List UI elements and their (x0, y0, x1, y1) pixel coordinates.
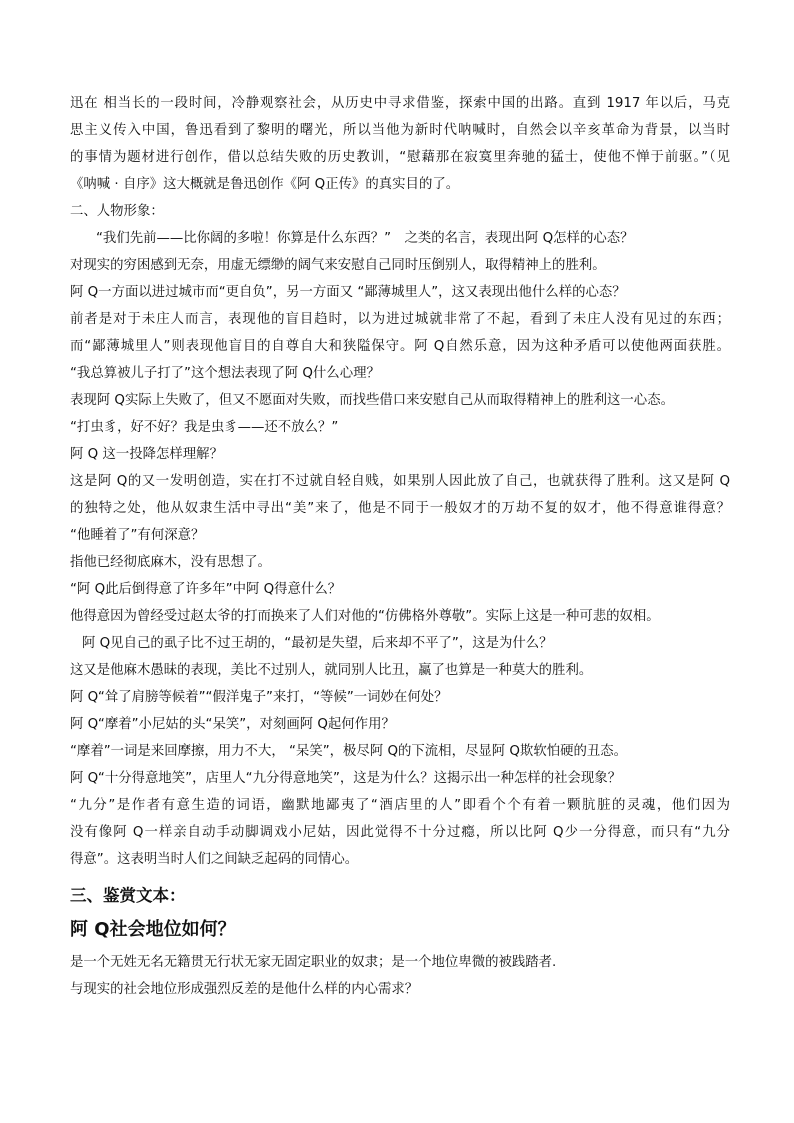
answer-line: 这又是他麻木愚昧的表现，美比不过别人，就同别人比丑，赢了也算是一种莫大的胜利。 (70, 663, 593, 678)
text-line: 《呐喊 · 自序》这大概就是鲁迅创作《阿 Q正传》的真实目的了。 (70, 177, 460, 192)
question-line: 阿 Q一方面以进过城市而“更自负”，另一方面又 “鄙薄城里人”，这又表现出他什么样的心态？ (70, 285, 626, 300)
answer-line: “摩着”一词是来回摩擦，用力不大， “呆笑”，极尽阿 Q的下流相，尽显阿 Q欺软怕硬的丑态。 (70, 744, 628, 759)
question-line: “我总算被儿子打了”这个想法表现了阿 Q什么心理？ (70, 366, 380, 381)
question-line: “他睡着了”有何深意？ (70, 528, 205, 543)
section-heading-characters: 二、人物形象： (70, 204, 164, 219)
question-line: 阿 Q“十分得意地笑”，店里人“九分得意地笑”，这是为什么？这揭示出一种怎样的社会现象？ (70, 771, 622, 786)
text-line: 的事情为题材进行创作，借以总结失败的历史教训，“慰藉那在寂寞里奔驰的猛士，使他不惮于前驱。”（见 (70, 150, 730, 165)
character-analysis (70, 225, 730, 873)
answer-line: 对现实的穷困感到无奈，用虚无缥缈的阔气来安慰自己同时压倒别人，取得精神上的胜利。 (70, 258, 606, 273)
intro-paragraph (70, 90, 730, 198)
text-line: 思主义传入中国，鲁迅看到了黎明的曙光，所以当他为新时代呐喊时，自然会以辛亥革命为背景，以当时 (70, 123, 730, 138)
answer-line: 他得意因为曾经受过赵太爷的打而换来了人们对他的“仿佛格外尊敬”。实际上这是一种可悲的奴相。 (70, 609, 660, 624)
answer-line: “九分”是作者有意生造的词语，幽默地鄙夷了“酒店里的人”即看个个有着一颗肮脏的灵魂，他们因为 (70, 798, 730, 813)
final-paragraph (70, 949, 730, 1003)
section-heading-appreciation: 三、鉴赏文本： (70, 886, 186, 905)
answer-line: 表现阿 Q实际上失败了，但又不愿面对失败，而找些借口来安慰自己从而取得精神上的胜利这一心态。 (70, 393, 674, 408)
question-line: 阿 Q见自己的虱子比不过王胡的，“最初是失望，后来却不平了”，这是为什么？ (82, 636, 553, 651)
answer-line: 没有像阿 Q一样亲自动手动脚调戏小尼姑，因此觉得不十分过瘾，所以比阿 Q少一分得意，而只有“九分 (70, 825, 730, 840)
answer-line: 得意”。这表明当时人们之间缺乏起码的同情心。 (70, 852, 359, 867)
question-line: “阿 Q此后倒得意了许多年”中阿 Q得意什么？ (70, 582, 342, 597)
answer-line: 指他已经彻底麻木，没有思想了。 (70, 555, 271, 570)
answer-line: 前者是对于未庄人而言，表现他的盲目趋时，以为进过城就非常了不起，看到了未庄人没有见过的东西； (70, 312, 730, 327)
question-line: 阿 Q 这一投降怎样理解？ (70, 447, 223, 462)
answer-line: 的独特之处，他从奴隶生活中寻出“美”来了，他是不同于一般奴才的万劫不复的奴才，他不得意谁得意？ (70, 501, 730, 516)
document-page (70, 90, 730, 1003)
answer-line: 这是阿 Q的又一发明创造，实在打不过就自轻自贱，如果别人因此放了自己，也就获得了胜利。这又是阿 Q (70, 474, 730, 489)
question-line: “我们先前——比你阔的多啦！你算是什么东西？” 之类的名言，表现出阿 Q怎样的心态？ (96, 231, 634, 246)
question-heading-social-status: 阿 Q社会地位如何？ (70, 919, 236, 940)
answer-line: 而“鄙薄城里人”则表现他盲目的自尊自大和狭隘保守。阿 Q自然乐意，因为这种矛盾可以使他两面获胜。 (70, 339, 730, 354)
question-line: 阿 Q“摩着”小尼姑的头“呆笑”，对刻画阿 Q起何作用？ (70, 717, 395, 732)
answer-line: 是一个无姓无名无籍贯无行状无家无固定职业的奴隶；是一个地位卑微的被践踏者. (70, 955, 557, 970)
question-line: 阿 Q“耸了肩膀等候着”“假洋鬼子”来打，“等候”一词妙在何处？ (70, 690, 448, 705)
question-line: 与现实的社会地位形成强烈反差的是他什么样的内心需求？ (70, 982, 419, 997)
text-line: 迅在 相当长的一段时间，冷静观察社会，从历史中寻求借鉴，探索中国的出路。直到 1917 年以后，马克 (70, 96, 730, 111)
question-line: “打虫豸，好不好？我是虫豸——还不放么？” (70, 420, 339, 435)
